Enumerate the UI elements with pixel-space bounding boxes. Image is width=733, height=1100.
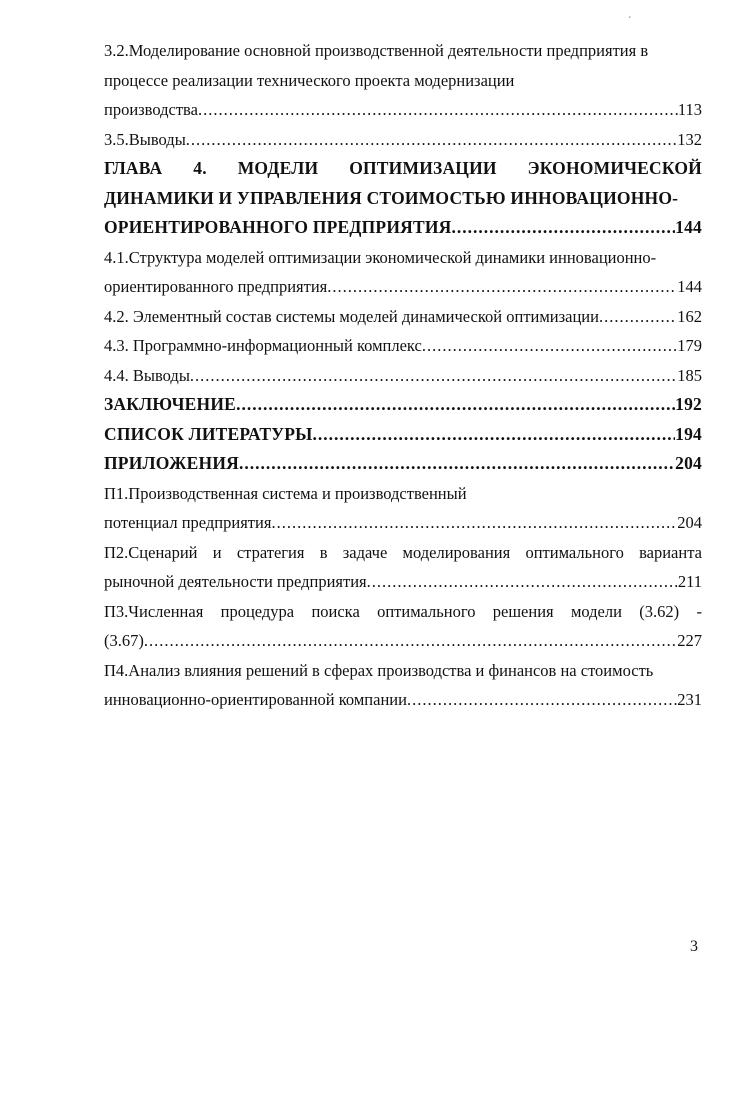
toc-entry-4-1-title-end: ориентированного предприятия (104, 277, 328, 296)
toc-chapter-4-line-3 (104, 213, 702, 243)
dot-leader (239, 449, 675, 479)
toc-appendix-p4-page: 231 (677, 690, 702, 709)
toc-entry-4-2-title: 4.2. Элементный состав системы моделей динамической оптимизации (104, 306, 599, 326)
toc-appendix-p2-title-end: рыночной деятельности предприятия (104, 572, 367, 591)
p2-word: П2.Сценарий (104, 542, 198, 562)
toc-appendix-p3-line-1 (104, 597, 702, 627)
toc-entry-4-2 (104, 302, 702, 332)
toc-entry-4-4-page: 185 (677, 365, 702, 385)
toc-entry-4-3-page: 179 (677, 336, 702, 355)
dot-leader (452, 213, 676, 243)
p3-word: П3.Численная (104, 601, 204, 621)
p3-word: модели (570, 601, 622, 621)
toc-entry-3-2-page: 113 (677, 100, 702, 119)
toc-entry-4-1-line-2 (104, 272, 702, 302)
toc-appendix-p4-line-2 (104, 685, 702, 715)
dot-leader (422, 331, 677, 361)
toc-chapter-4-page: 144 (675, 217, 702, 237)
toc-chapter-4-line-2: ДИНАМИКИ И УПРАВЛЕНИЯ СТОИМОСТЬЮ ИННОВАЦИОННО- (104, 187, 679, 208)
chapter-4-word: ОПТИМИЗАЦИИ (349, 158, 497, 178)
p2-word: и (212, 542, 222, 562)
toc-appendix-p2-line-2 (104, 567, 702, 597)
toc-entry-3-2-line-1: 3.2.Моделирование основной производственной деятельности предприятия в (104, 41, 649, 60)
table-of-contents (104, 36, 702, 715)
chapter-4-word: МОДЕЛИ (237, 158, 319, 178)
p2-word: варианта (639, 542, 702, 562)
p2-word: стратегия (236, 542, 305, 562)
dot-leader (327, 272, 677, 302)
p2-word: в (319, 542, 328, 562)
dot-leader (190, 361, 677, 391)
toc-entry-4-1-line-1: 4.1.Структура моделей оптимизации экономической динамики инновационно- (104, 247, 657, 267)
dot-leader (271, 508, 677, 538)
chapter-4-word: ЭКОНОМИЧЕСКОЙ (527, 158, 702, 178)
toc-literature-title: СПИСОК ЛИТЕРАТУРЫ (104, 423, 313, 444)
toc-entry-4-4 (104, 361, 702, 391)
toc-entry-3-5-page: 132 (677, 129, 702, 149)
corner-mark: ˊ (628, 16, 632, 27)
toc-appendix-p1-title-end: потенциал предприятия (104, 513, 272, 532)
toc-appendix-p1-line-1: П1.Производственная система и производственный (104, 483, 467, 503)
toc-entry-3-2-line-3 (104, 95, 702, 125)
toc-appendix-p1-line-2 (104, 508, 702, 538)
toc-entry-4-1-page: 144 (677, 277, 702, 296)
toc-entry-3-2-title-end: производства (104, 100, 198, 119)
toc-appendices (104, 449, 702, 479)
toc-literature-page: 194 (675, 423, 702, 444)
dot-leader (198, 95, 678, 125)
p2-word: задаче (342, 542, 388, 562)
p2-word: оптимального (525, 542, 624, 562)
toc-conclusion-title: ЗАКЛЮЧЕНИЕ (104, 394, 237, 414)
toc-chapter-4-title-end: ОРИЕНТИРОВАННОГО ПРЕДПРИЯТИЯ (104, 217, 452, 237)
toc-appendix-p2-page: 211 (677, 572, 702, 591)
toc-appendix-p3-line-2 (104, 626, 702, 656)
toc-appendix-p4-title-end: инновационно-ориентированной компании (104, 690, 407, 709)
toc-entry-4-2-page: 162 (677, 306, 702, 326)
toc-entry-3-2-line-2: процессе реализации технического проекта модернизации (104, 70, 515, 90)
dot-leader (367, 567, 678, 597)
chapter-4-word: ГЛАВА (104, 158, 163, 178)
toc-conclusion-page: 192 (675, 394, 702, 414)
toc-entry-4-3-title: 4.3. Программно-информационный комплекс (104, 336, 422, 355)
dot-leader (313, 420, 676, 450)
toc-chapter-4-line-1 (104, 154, 702, 184)
dot-leader (144, 626, 677, 656)
chapter-4-word: 4. (193, 158, 207, 178)
toc-literature (104, 420, 702, 450)
toc-entry-3-5-title: 3.5.Выводы (104, 129, 186, 149)
p3-word: оптимального (377, 601, 476, 621)
toc-appendix-p3-title-end: (3.67) (104, 631, 144, 650)
toc-appendix-p4-line-1: П4.Анализ влияния решений в сферах производства и финансов на стоимость (104, 660, 654, 680)
p3-word: - (696, 601, 702, 621)
toc-appendix-p1-page: 204 (677, 513, 702, 532)
toc-appendices-page: 204 (675, 453, 702, 473)
toc-entry-3-5 (104, 125, 702, 155)
toc-entry-4-3 (104, 331, 702, 361)
p3-word: процедура (220, 601, 295, 621)
toc-appendices-title: ПРИЛОЖЕНИЯ (104, 453, 239, 473)
p3-word: (3.62) (639, 601, 680, 621)
toc-conclusion (104, 390, 702, 420)
toc-entry-4-4-title: 4.4. Выводы (104, 365, 190, 385)
p3-word: решения (492, 601, 554, 621)
p2-word: моделирования (402, 542, 511, 562)
p3-word: поиска (311, 601, 360, 621)
dot-leader (186, 125, 677, 155)
dot-leader (236, 390, 675, 420)
page-number: 3 (690, 938, 698, 955)
dot-leader (407, 685, 677, 715)
dot-leader (599, 302, 677, 332)
toc-appendix-p3-page: 227 (677, 631, 702, 650)
toc-appendix-p2-line-1 (104, 538, 702, 568)
